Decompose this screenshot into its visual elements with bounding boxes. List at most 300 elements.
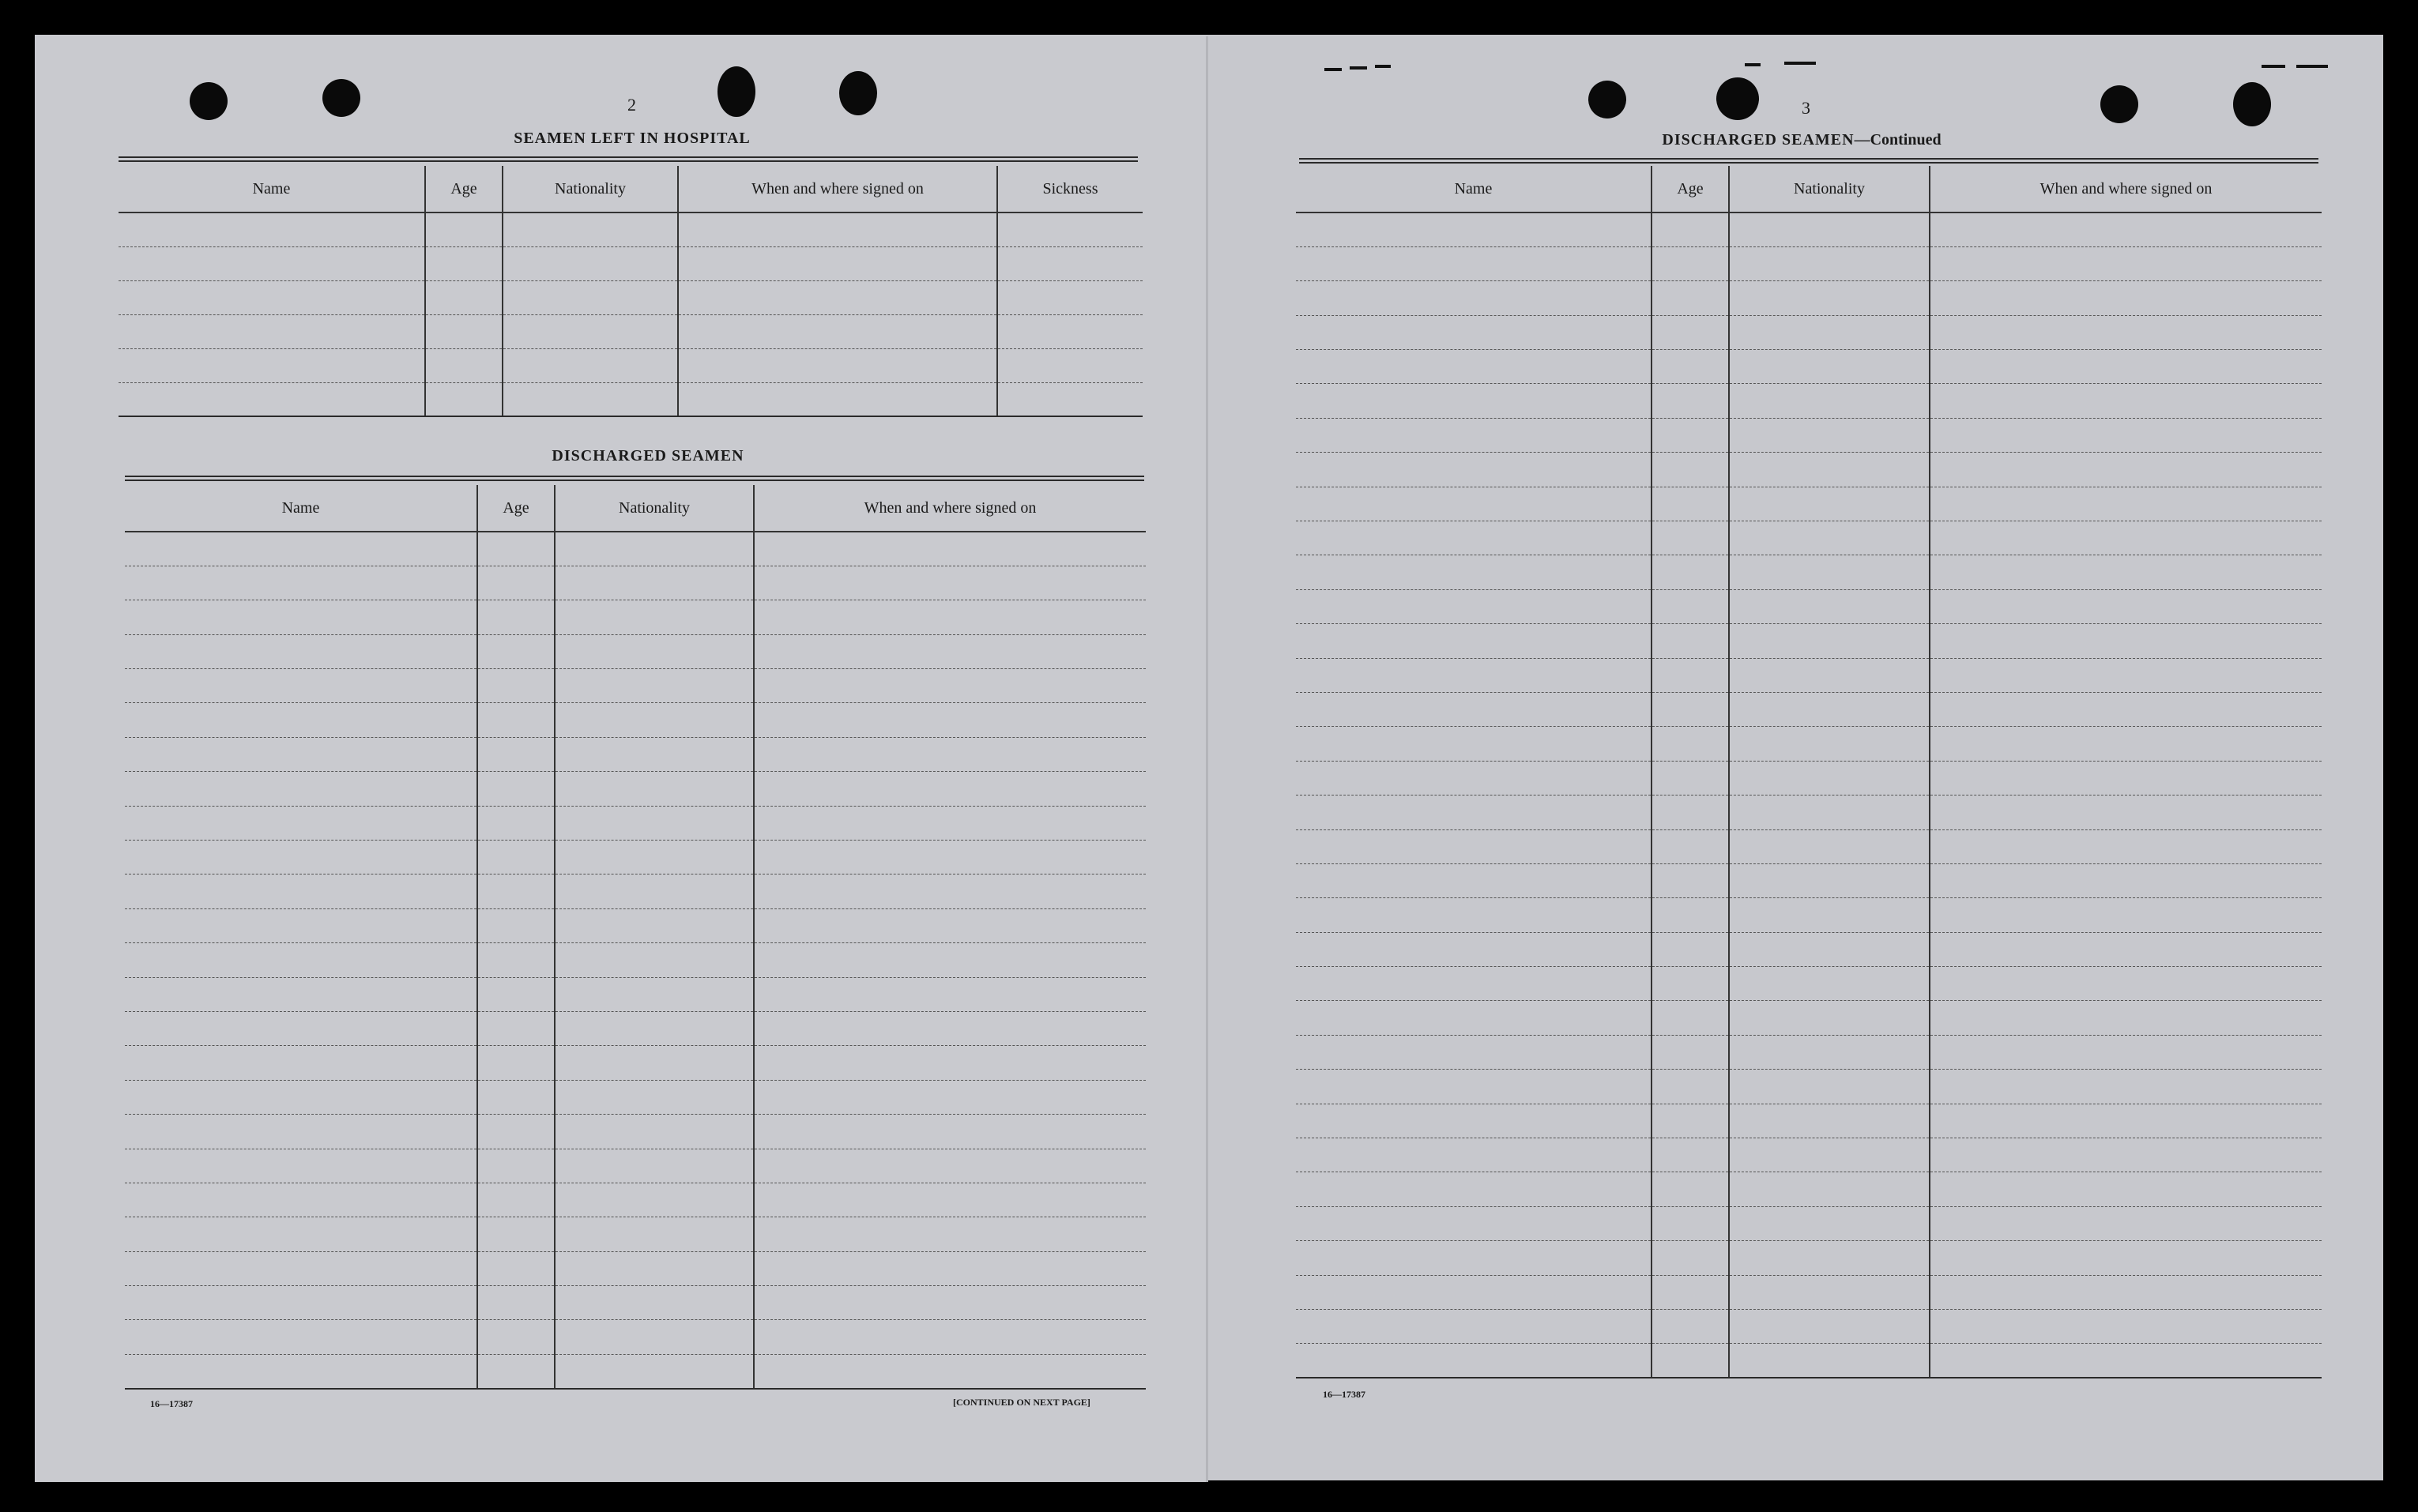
table-cell xyxy=(477,1115,555,1149)
table-cell xyxy=(477,737,555,771)
table-cell xyxy=(754,703,1146,737)
table-cell xyxy=(754,874,1146,908)
table-cell xyxy=(125,1354,477,1388)
table-cell xyxy=(555,943,754,977)
table-cell xyxy=(1652,932,1729,966)
discharged-continued-title xyxy=(1604,131,1999,149)
table-row xyxy=(1296,521,2322,555)
table-cell xyxy=(477,806,555,840)
table-cell xyxy=(125,1286,477,1320)
discharged-continued-table xyxy=(1296,166,2322,1378)
table-cell xyxy=(1296,589,1652,623)
punch-hole xyxy=(2233,82,2271,126)
table-cell xyxy=(1652,418,1729,452)
table-cell xyxy=(119,280,425,314)
table-cell xyxy=(1652,692,1729,726)
table-cell xyxy=(1729,1138,1930,1172)
table-cell xyxy=(1652,246,1729,280)
punch-hole xyxy=(717,66,755,117)
table-cell xyxy=(119,213,425,246)
table-cell xyxy=(1652,829,1729,863)
table-cell xyxy=(477,634,555,668)
table-cell xyxy=(555,1183,754,1217)
table-cell xyxy=(754,841,1146,874)
table-cell xyxy=(555,634,754,668)
table-cell xyxy=(125,1183,477,1217)
column-header-nationality: Nationality xyxy=(555,485,754,532)
table-cell xyxy=(1652,967,1729,1001)
table-row xyxy=(1296,1001,2322,1035)
table-cell xyxy=(503,382,678,416)
table-cell xyxy=(1930,384,2322,418)
table-cell xyxy=(754,908,1146,942)
table-cell xyxy=(1296,1275,1652,1309)
table-cell xyxy=(1729,967,1930,1001)
table-cell xyxy=(754,1320,1146,1354)
table-row xyxy=(1296,1172,2322,1206)
table-cell xyxy=(754,1183,1146,1217)
table-cell xyxy=(477,874,555,908)
table-cell xyxy=(754,806,1146,840)
table-cell xyxy=(555,703,754,737)
table-cell xyxy=(1652,727,1729,761)
form-number: 16—17387 xyxy=(150,1398,193,1409)
table-cell xyxy=(1296,863,1652,897)
table-row xyxy=(119,213,1143,246)
table-cell xyxy=(1296,829,1652,863)
table-row xyxy=(119,280,1143,314)
table-cell xyxy=(477,1251,555,1285)
title-text: DISCHARGED SEAMEN xyxy=(1662,131,1855,149)
table-cell xyxy=(1729,898,1930,932)
table-cell xyxy=(1729,453,1930,487)
table-cell xyxy=(425,280,503,314)
table-cell xyxy=(1729,829,1930,863)
table-cell xyxy=(1729,1241,1930,1275)
table-row xyxy=(1296,898,2322,932)
ink-mark xyxy=(1375,65,1391,68)
table-cell xyxy=(503,348,678,382)
column-header-name: Name xyxy=(119,166,425,213)
page-number: 2 xyxy=(627,95,636,115)
table-cell xyxy=(754,600,1146,634)
table-cell xyxy=(1930,1172,2322,1206)
table-cell xyxy=(1930,1275,2322,1309)
table-cell xyxy=(125,1320,477,1354)
table-cell xyxy=(1930,1310,2322,1344)
table-cell xyxy=(1652,1344,1729,1378)
table-cell xyxy=(1652,555,1729,589)
table-row xyxy=(125,737,1146,771)
table-cell xyxy=(678,348,997,382)
table-row xyxy=(125,1046,1146,1080)
table-row xyxy=(119,348,1143,382)
table-cell xyxy=(754,1011,1146,1045)
table-cell xyxy=(477,600,555,634)
table-row xyxy=(125,1183,1146,1217)
column-header-age: Age xyxy=(477,485,555,532)
table-cell xyxy=(1296,521,1652,555)
table-cell xyxy=(125,703,477,737)
table-cell xyxy=(477,1080,555,1114)
table-row xyxy=(1296,795,2322,829)
punch-hole xyxy=(322,79,360,117)
table-cell xyxy=(754,532,1146,566)
table-cell xyxy=(125,532,477,566)
table-cell xyxy=(1930,213,2322,246)
table-cell xyxy=(425,314,503,348)
table-cell xyxy=(1652,315,1729,349)
table-cell xyxy=(1729,727,1930,761)
table-row xyxy=(1296,1206,2322,1240)
table-cell xyxy=(119,314,425,348)
table-cell xyxy=(678,246,997,280)
table-cell xyxy=(555,1286,754,1320)
table-row xyxy=(1296,384,2322,418)
table-cell xyxy=(1652,898,1729,932)
table-cell xyxy=(477,1011,555,1045)
table-cell xyxy=(1296,246,1652,280)
table-cell xyxy=(1930,1344,2322,1378)
table-cell xyxy=(1729,658,1930,692)
table-cell xyxy=(503,213,678,246)
table-cell xyxy=(754,1354,1146,1388)
table-row xyxy=(125,874,1146,908)
table-cell xyxy=(1729,487,1930,521)
table-cell xyxy=(1652,1206,1729,1240)
column-header-age: Age xyxy=(1652,166,1729,213)
table-row xyxy=(125,1149,1146,1183)
column-header-name: Name xyxy=(125,485,477,532)
table-cell xyxy=(1652,350,1729,384)
table-cell xyxy=(1296,1241,1652,1275)
table-cell xyxy=(1296,761,1652,795)
table-cell xyxy=(125,1149,477,1183)
table-cell xyxy=(555,1251,754,1285)
table-cell xyxy=(754,1149,1146,1183)
table-cell xyxy=(1652,589,1729,623)
table-cell xyxy=(1652,1070,1729,1104)
table-cell xyxy=(754,1046,1146,1080)
table-cell xyxy=(1930,1001,2322,1035)
table-cell xyxy=(1930,863,2322,897)
table-cell xyxy=(754,1115,1146,1149)
ink-mark xyxy=(1350,66,1367,70)
table-cell xyxy=(1296,487,1652,521)
table-cell xyxy=(477,977,555,1011)
table-cell xyxy=(555,1115,754,1149)
table-cell xyxy=(1930,589,2322,623)
table-cell xyxy=(555,1011,754,1045)
table-cell xyxy=(1296,967,1652,1001)
table-cell xyxy=(1296,281,1652,315)
table-cell xyxy=(1296,1310,1652,1344)
table-cell xyxy=(1296,350,1652,384)
table-row xyxy=(125,532,1146,566)
table-cell xyxy=(503,246,678,280)
table-cell xyxy=(1652,863,1729,897)
table-cell xyxy=(477,1217,555,1251)
table-cell xyxy=(1729,761,1930,795)
table-cell xyxy=(555,1046,754,1080)
double-rule xyxy=(1299,158,2318,164)
table-cell xyxy=(125,874,477,908)
punch-hole xyxy=(190,82,228,120)
column-header-nationality: Nationality xyxy=(1729,166,1930,213)
table-cell xyxy=(754,634,1146,668)
table-cell xyxy=(1296,624,1652,658)
table-cell xyxy=(477,772,555,806)
table-row xyxy=(1296,487,2322,521)
punch-hole xyxy=(1588,81,1626,118)
table-cell xyxy=(1729,418,1930,452)
table-cell xyxy=(125,977,477,1011)
table-cell xyxy=(1930,727,2322,761)
table-cell xyxy=(477,1149,555,1183)
table-row xyxy=(1296,1241,2322,1275)
table-cell xyxy=(1729,521,1930,555)
table-cell xyxy=(1729,795,1930,829)
table-cell xyxy=(1729,281,1930,315)
table-cell xyxy=(1930,418,2322,452)
table-cell xyxy=(1930,932,2322,966)
table-cell xyxy=(1296,418,1652,452)
table-row xyxy=(125,703,1146,737)
table-cell xyxy=(1729,1310,1930,1344)
table-cell xyxy=(1729,1001,1930,1035)
table-row xyxy=(125,1217,1146,1251)
hospital-section-title: SEAMEN LEFT IN HOSPITAL xyxy=(514,130,751,147)
table-cell xyxy=(1296,1001,1652,1035)
table-cell xyxy=(477,1286,555,1320)
table-cell xyxy=(754,1217,1146,1251)
table-cell xyxy=(1652,658,1729,692)
table-cell xyxy=(1930,761,2322,795)
table-row xyxy=(1296,692,2322,726)
ink-mark xyxy=(1784,62,1816,65)
table-row xyxy=(125,1115,1146,1149)
table-row xyxy=(1296,967,2322,1001)
punch-hole xyxy=(839,71,877,115)
column-header-nationality: Nationality xyxy=(503,166,678,213)
table-cell xyxy=(1729,350,1930,384)
table-row xyxy=(125,841,1146,874)
table-cell xyxy=(1930,246,2322,280)
table-cell xyxy=(1652,624,1729,658)
table-cell xyxy=(477,1320,555,1354)
column-header-name: Name xyxy=(1296,166,1652,213)
table-cell xyxy=(997,280,1143,314)
ink-mark xyxy=(2296,65,2328,68)
table-cell xyxy=(125,1115,477,1149)
table-row xyxy=(1296,213,2322,246)
column-header-age: Age xyxy=(425,166,503,213)
table-cell xyxy=(1652,281,1729,315)
table-cell xyxy=(1652,1275,1729,1309)
table-cell xyxy=(1296,1104,1652,1138)
table-cell xyxy=(125,772,477,806)
table-cell xyxy=(1729,1344,1930,1378)
table-cell xyxy=(555,737,754,771)
table-cell xyxy=(678,314,997,348)
table-cell xyxy=(754,1080,1146,1114)
table-cell xyxy=(1296,315,1652,349)
table-cell xyxy=(997,213,1143,246)
table-row xyxy=(1296,727,2322,761)
table-cell xyxy=(555,1149,754,1183)
table-cell xyxy=(1930,967,2322,1001)
table-cell xyxy=(477,841,555,874)
table-cell xyxy=(1652,1001,1729,1035)
table-cell xyxy=(1296,658,1652,692)
table-cell xyxy=(1729,1104,1930,1138)
table-cell xyxy=(125,566,477,600)
table-cell xyxy=(1296,384,1652,418)
punch-hole xyxy=(1716,77,1759,120)
table-row xyxy=(125,600,1146,634)
table-cell xyxy=(1296,1138,1652,1172)
table-cell xyxy=(1296,932,1652,966)
table-cell xyxy=(1729,384,1930,418)
table-cell xyxy=(1729,555,1930,589)
table-cell xyxy=(125,1217,477,1251)
table-row xyxy=(1296,1070,2322,1104)
table-cell xyxy=(119,382,425,416)
table-row xyxy=(1296,624,2322,658)
table-cell xyxy=(1652,521,1729,555)
table-cell xyxy=(477,566,555,600)
table-cell xyxy=(1652,1035,1729,1069)
table-cell xyxy=(1296,453,1652,487)
table-cell xyxy=(1652,384,1729,418)
table-cell xyxy=(1930,658,2322,692)
table-cell xyxy=(1729,213,1930,246)
table-row xyxy=(1296,761,2322,795)
column-header-sickness: Sickness xyxy=(997,166,1143,213)
table-cell xyxy=(1930,692,2322,726)
table-cell xyxy=(425,348,503,382)
table-row xyxy=(1296,281,2322,315)
table-cell xyxy=(1296,692,1652,726)
table-cell xyxy=(1930,795,2322,829)
table-row xyxy=(125,943,1146,977)
table-row xyxy=(1296,418,2322,452)
table-row xyxy=(1296,453,2322,487)
table-cell xyxy=(997,314,1143,348)
table-cell xyxy=(1729,315,1930,349)
table-row xyxy=(125,772,1146,806)
table-cell xyxy=(1652,487,1729,521)
column-header-signed-on: When and where signed on xyxy=(754,485,1146,532)
table-cell xyxy=(125,1011,477,1045)
table-cell xyxy=(1296,555,1652,589)
double-rule xyxy=(125,476,1144,481)
table-cell xyxy=(1930,555,2322,589)
table-cell xyxy=(1652,795,1729,829)
table-row xyxy=(1296,246,2322,280)
table-cell xyxy=(1930,898,2322,932)
table-row xyxy=(1296,1275,2322,1309)
table-cell xyxy=(1729,624,1930,658)
table-cell xyxy=(555,908,754,942)
table-cell xyxy=(678,382,997,416)
column-header-signed-on: When and where signed on xyxy=(1930,166,2322,213)
page-fold xyxy=(1206,36,1208,1482)
table-cell xyxy=(1729,589,1930,623)
table-cell xyxy=(1930,1138,2322,1172)
table-cell xyxy=(125,669,477,703)
table-row xyxy=(125,1286,1146,1320)
discharged-table xyxy=(125,485,1146,1390)
table-cell xyxy=(477,943,555,977)
table-cell xyxy=(477,532,555,566)
table-cell xyxy=(555,1080,754,1114)
ink-mark xyxy=(1324,68,1342,71)
table-cell xyxy=(754,669,1146,703)
table-cell xyxy=(1296,1206,1652,1240)
punch-hole xyxy=(2100,85,2138,123)
table-row xyxy=(1296,589,2322,623)
table-cell xyxy=(125,1251,477,1285)
table-row xyxy=(1296,1138,2322,1172)
table-cell xyxy=(477,1183,555,1217)
table-cell xyxy=(754,943,1146,977)
table-cell xyxy=(125,908,477,942)
table-cell xyxy=(125,806,477,840)
table-cell xyxy=(1729,246,1930,280)
table-row xyxy=(1296,350,2322,384)
table-row xyxy=(125,1080,1146,1114)
table-cell xyxy=(1652,761,1729,795)
table-row xyxy=(1296,1035,2322,1069)
table-cell xyxy=(477,669,555,703)
table-cell xyxy=(555,977,754,1011)
table-cell xyxy=(125,634,477,668)
table-cell xyxy=(1930,315,2322,349)
table-cell xyxy=(754,1251,1146,1285)
table-cell xyxy=(678,213,997,246)
page-number: 3 xyxy=(1802,98,1810,118)
table-row xyxy=(1296,658,2322,692)
table-cell xyxy=(125,1046,477,1080)
table-cell xyxy=(125,1080,477,1114)
table-cell xyxy=(1930,1241,2322,1275)
table-cell xyxy=(754,566,1146,600)
table-row xyxy=(1296,863,2322,897)
continued-note: [CONTINUED ON NEXT PAGE] xyxy=(953,1397,1090,1408)
table-cell xyxy=(1296,1172,1652,1206)
table-cell xyxy=(555,1354,754,1388)
table-cell xyxy=(555,600,754,634)
title-continued: —Continued xyxy=(1854,131,1942,149)
table-cell xyxy=(1652,1172,1729,1206)
table-cell xyxy=(477,703,555,737)
table-cell xyxy=(425,213,503,246)
table-cell xyxy=(425,246,503,280)
ink-mark xyxy=(1745,63,1761,66)
table-cell xyxy=(477,908,555,942)
table-cell xyxy=(1652,453,1729,487)
table-cell xyxy=(1729,932,1930,966)
table-row xyxy=(125,908,1146,942)
table-row xyxy=(119,382,1143,416)
table-cell xyxy=(1296,1035,1652,1069)
table-cell xyxy=(754,977,1146,1011)
table-cell xyxy=(1930,453,2322,487)
table-cell xyxy=(425,382,503,416)
form-number: 16—17387 xyxy=(1323,1389,1365,1400)
table-cell xyxy=(555,772,754,806)
